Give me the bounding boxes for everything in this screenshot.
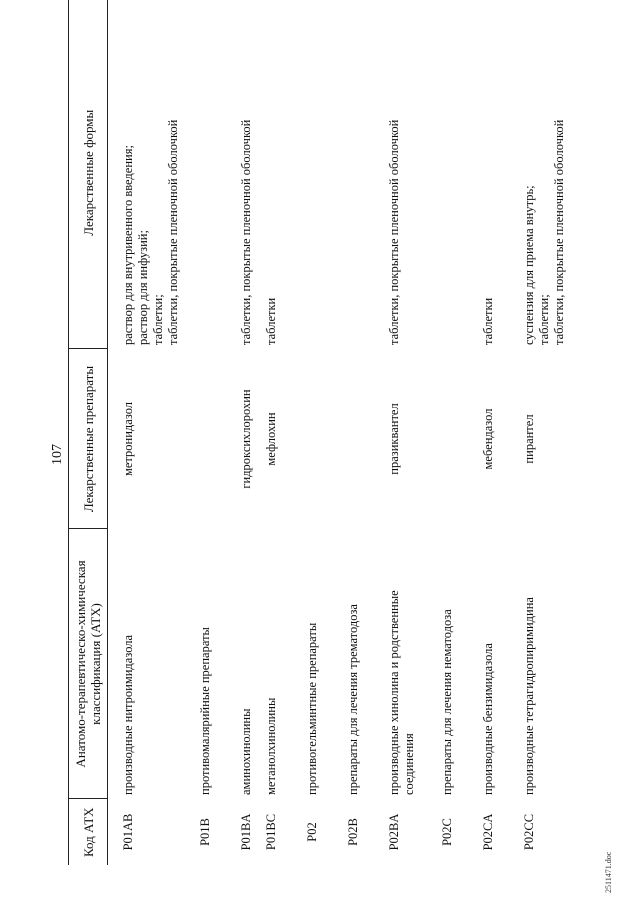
atx-name: производные тетрагидропиримидина [522,597,536,795]
atx-name: противомалярийные препараты [198,627,212,795]
atx-code: P02C [440,818,454,846]
table-row [343,0,384,865]
atx-code: P01BA [239,813,253,851]
dosage-form: раствор для внутривенного введения; [121,145,135,345]
drug-name: празиквантел [387,403,401,475]
dosage-forms [384,0,437,349]
dosage-forms [302,0,343,349]
drug-name [343,349,384,529]
drug-name: пирантел [522,414,536,464]
drug-name: мефлохин [264,412,278,466]
dosage-forms [118,0,195,349]
dosage-forms [343,0,384,349]
dosage-forms [261,0,302,349]
table-row [519,0,572,865]
dosage-form: раствор для инфузий; [136,230,150,345]
dosage-form: таблетки [264,297,278,345]
dosage-forms [478,0,519,349]
atx-name: препараты для лечения трематодоза [346,604,360,795]
dosage-forms [437,0,478,349]
atx-code: P02BA [387,813,401,851]
dosage-form: таблетки; [537,294,551,345]
atx-code: P02CA [481,813,495,851]
atx-code: P02CC [522,813,536,851]
dosage-form: таблетки, покрытые пленочной оболочкой [239,119,253,345]
dosage-forms [195,0,236,349]
page-number: 107 [50,444,65,465]
atx-code: P01BC [264,813,278,851]
drug-name [302,349,343,529]
drug-name: гидроксихлорохин [239,389,253,489]
table-row [236,0,261,865]
header-drugs: Лекарственные препараты [69,349,108,529]
drug-name: мебендазол [481,408,495,470]
dosage-forms [236,0,261,349]
atx-name: препараты для лечения нематодоза [440,609,454,795]
atx-code: P01B [198,818,212,846]
atx-name: аминохинолины [239,708,253,795]
atx-code: P02B [346,818,360,846]
dosage-form: таблетки; [151,294,165,345]
atx-table [68,0,572,865]
header-code: Код АТХ [69,799,108,865]
atx-name: метанолхинолины [264,697,278,795]
table-row [261,0,302,865]
dosage-form: таблетки [481,297,495,345]
atx-code: P01AB [121,813,135,851]
dosage-form: таблетки, покрытые пленочной оболочкой [166,119,180,345]
table-row [118,0,195,865]
dosage-form: таблетки, покрытые пленочной оболочкой [552,119,566,345]
dosage-form: суспензия для приема внутрь; [522,185,536,345]
header-classification: Анатомо-терапевтическо-химическая классификация (АТХ) [69,529,108,799]
atx-code: P02 [305,822,319,842]
header-forms: Лекарственные формы [69,0,108,349]
drug-name [195,349,236,529]
drug-name [437,349,478,529]
drug-name: метронидазол [121,401,135,477]
dosage-forms [519,0,572,349]
table-header-row [69,0,108,865]
table-row [195,0,236,865]
table-row [478,0,519,865]
atx-name: противогельминтные препараты [305,622,319,795]
atx-name: производные бензимидазола [481,643,495,795]
table-row [384,0,437,865]
table-row [437,0,478,865]
atx-name: производные нитроимидазола [121,634,135,795]
file-name: 2511471.doc [604,851,613,893]
atx-name-text: производные хинолина и родственные соединения [387,590,416,795]
dosage-form: таблетки, покрытые пленочной оболочкой [387,119,401,345]
atx-name [384,529,437,799]
table-row [302,0,343,865]
